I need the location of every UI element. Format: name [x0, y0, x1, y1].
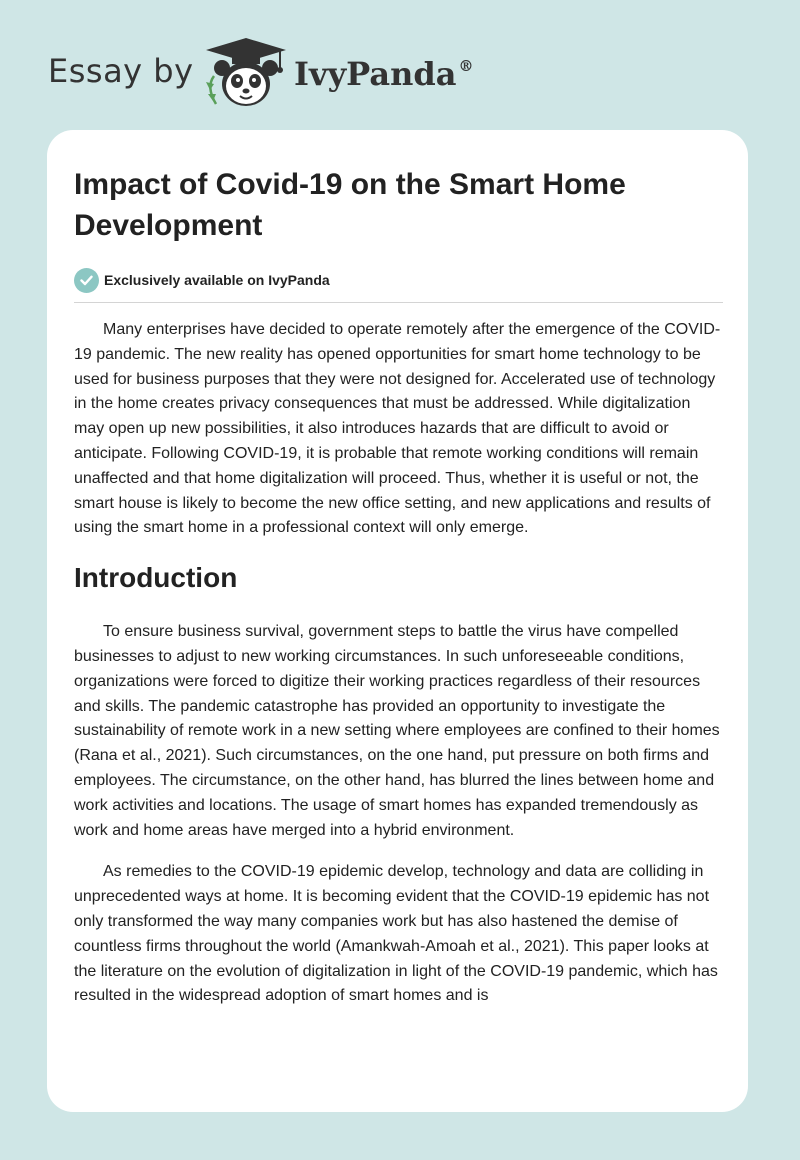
essay-card — [47, 130, 748, 1112]
badge-label: Exclusively available on IvyPanda — [104, 272, 330, 288]
site-header — [0, 0, 800, 130]
exclusive-badge — [74, 267, 724, 293]
essay-content — [74, 164, 724, 1009]
check-icon — [74, 268, 99, 293]
divider — [74, 302, 723, 303]
essay-by-label: Essay by — [48, 52, 194, 90]
body-paragraph: To ensure business survival, government steps to battle the virus have compelled businesses to adjust to new working circumstances. In such unforeseeable conditions, organizations were forced to digitize their working practices regardless of their resources and skills. The pandemic catastrophe has provided an opportunity to investigate the sustainability of remote work in a new setting where employees are confined to their homes (Rana et al., 2021). Such circumstances, on the one hand, put pressure on both firms and employees. The circumstance, on the other hand, has blurred the lines between home and work activities and locations. The usage of smart homes has expanded tremendously as work and home areas have merged into a hybrid environment. — [74, 623, 720, 839]
essay-title: Impact of Covid-19 on the Smart Home Development — [74, 168, 626, 242]
ivypanda-logo-icon[interactable] — [200, 34, 292, 110]
abstract-paragraph: Many enterprises have decided to operate remotely after the emergence of the COVID-19 pandemic. The new reality has opened opportunities for smart home technology to be used for business purposes that they were not designed for. Accelerated use of technology in the home creates privacy consequences that must be addressed. While digitalization may open up new possibilities, it also introduces hazards that are difficult to avoid or anticipate. Following COVID-19, it is probable that remote working conditions will remain unaffected and that home digitalization will proceed. Thus, whether it is useful or not, the smart house is likely to become the new office setting, and new applications and results of using the smart home in a professional context will only emerge. — [74, 321, 721, 537]
body-paragraph: As remedies to the COVID-19 epidemic develop, technology and data are colliding in unprecedented ways at home. It is becoming evident that the COVID-19 epidemic has not only transformed the way many companies work but has also hastened the demise of countless firms throughout the world (Amankwah-Amoah et al., 2021). This paper looks at the literature on the evolution of digitalization in light of the COVID-19 pandemic, which has resulted in the widespread adoption of smart homes and is — [74, 863, 718, 1005]
brand-name[interactable]: IvyPanda ® — [294, 55, 474, 93]
registered-mark: ® — [458, 57, 474, 75]
section-heading: Introduction — [74, 562, 238, 594]
